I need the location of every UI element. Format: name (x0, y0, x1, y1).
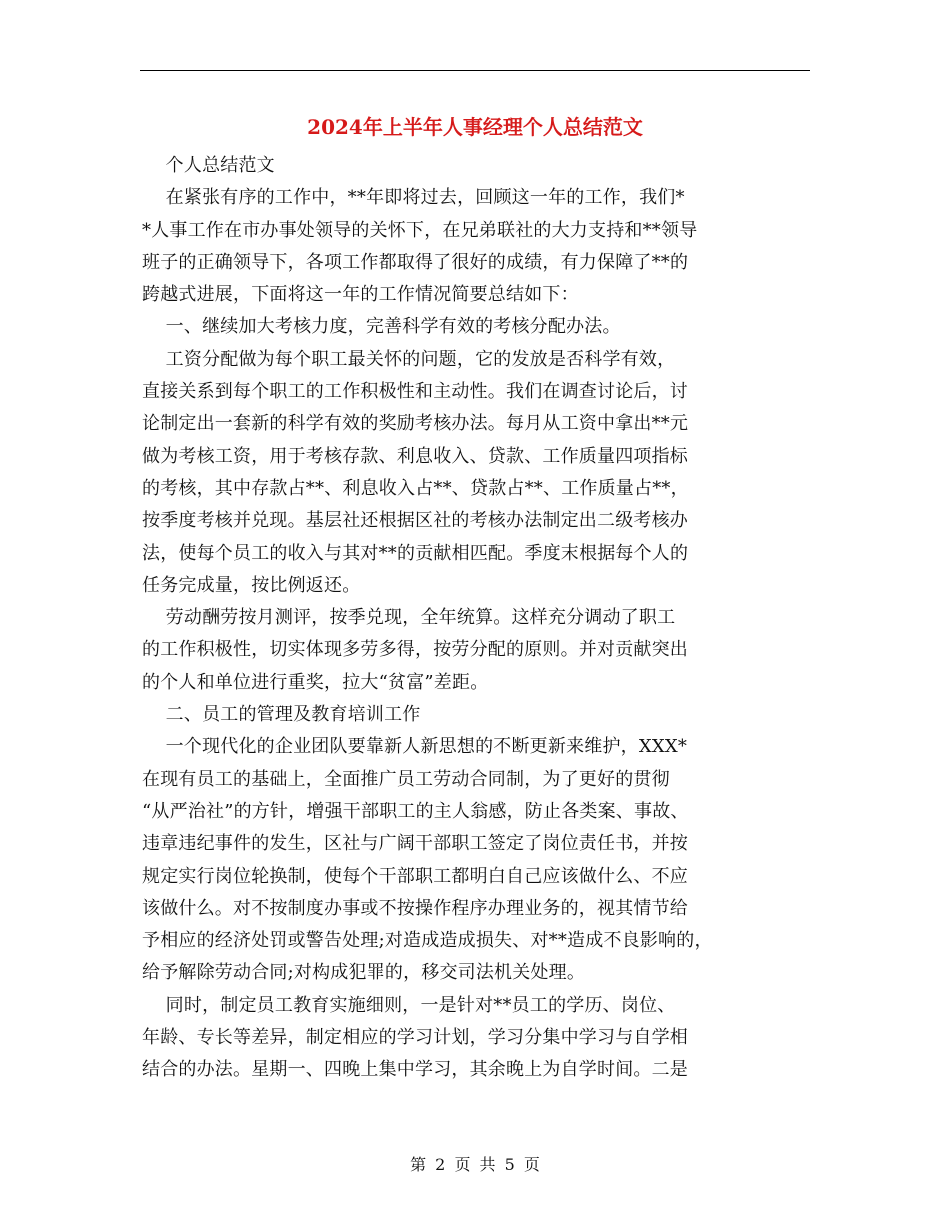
body-line: 劳动酬劳按月测评，按季兑现，全年统算。这样充分调动了职工 (142, 607, 676, 629)
document-body (142, 150, 814, 1087)
body-line: 的工作积极性，切实体现多劳多得，按劳分配的原则。并对贡献突出 (142, 639, 688, 661)
body-line: 一、继续加大考核力度，完善科学有效的考核分配办法。 (142, 316, 621, 338)
body-line: 给予解除劳动合同;对构成犯罪的，移交司法机关处理。 (142, 962, 586, 984)
body-line: 直接关系到每个职工的工作积极性和主动性。我们在调查讨论后，讨 (142, 381, 688, 403)
body-line: 工资分配做为每个职工最关怀的问题，它的发放是否科学有效， (142, 348, 676, 370)
body-line: 一个现代化的企业团队要靠新人新思想的不断更新来维护，XXX* (142, 736, 688, 758)
body-line: 做为考核工资，用于考核存款、利息收入、贷款、工作质量四项指标 (142, 445, 688, 467)
body-line: 同时，制定员工教育实施细则，一是针对**员工的学历、岗位、 (142, 994, 676, 1016)
body-line: 跨越式进展，下面将这一年的工作情况简要总结如下： (142, 284, 579, 306)
body-line: 该做什么。对不按制度办事或不按操作程序办理业务的，视其情节给 (142, 897, 688, 919)
body-line: 违章违纪事件的发生，区社与广阔干部职工签定了岗位责任书，并按 (142, 833, 688, 855)
body-line: “从严治社”的方针，增强干部职工的主人翁感，防止各类案、事故、 (142, 800, 689, 822)
body-line: 予相应的经济处罚或警告处理;对造成造成损失、对**造成不良影响的， (142, 930, 713, 952)
body-line: 二、员工的管理及教育培训工作 (142, 704, 421, 726)
body-line: 在现有员工的基础上，全面推广员工劳动合同制，为了更好的贯彻 (142, 768, 670, 790)
body-line: 的个人和单位进行重奖，拉大“贫富”差距。 (142, 671, 489, 693)
body-line: 规定实行岗位轮换制，使每个干部职工都明白自己应该做什么、不应 (142, 865, 688, 887)
body-line: 法，使每个员工的收入与其对**的贡献相匹配。季度末根据每个人的 (142, 542, 689, 564)
page-footer: 第 2 页 共 5 页 (410, 1155, 540, 1174)
body-line: *人事工作在市办事处领导的关怀下，在兄弟联社的大力支持和**领导 (142, 219, 698, 241)
document-title: 2024年上半年人事经理个人总结范文 (307, 115, 643, 139)
body-line: 论制定出一套新的科学有效的奖励考核办法。每月从工资中拿出**元 (142, 413, 689, 435)
body-line: 按季度考核并兑现。基层社还根据区社的考核办法制定出二级考核办 (142, 510, 688, 532)
body-line: 班子的正确领导下，各项工作都取得了很好的成绩，有力保障了**的 (142, 251, 689, 273)
header-rule (140, 70, 810, 71)
body-line: 任务完成量，按比例返还。 (142, 574, 361, 596)
body-line: 的考核，其中存款占**、利息收入占**、贷款占**、工作质量占**， (142, 477, 689, 499)
body-line: 结合的办法。星期一、四晚上集中学习，其余晚上为自学时间。二是 (142, 1059, 688, 1081)
body-line: 年龄、专长等差异，制定相应的学习计划，学习分集中学习与自学相 (142, 1027, 688, 1049)
body-line: 在紧张有序的工作中，**年即将过去，回顾这一年的工作，我们* (142, 187, 685, 209)
body-line: 个人总结范文 (142, 155, 275, 176)
